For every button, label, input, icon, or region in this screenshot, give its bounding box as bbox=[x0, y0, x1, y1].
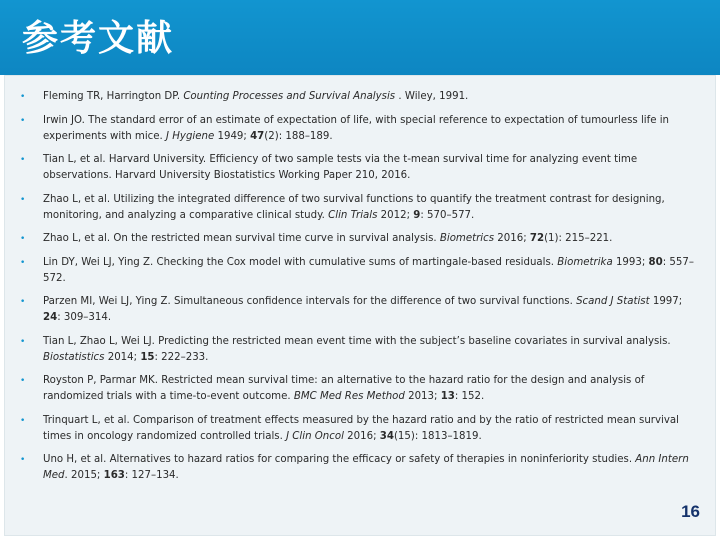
reference-text bbox=[43, 336, 671, 363]
reference-segment: Zhao L, et al. On the restricted mean survival time curve in survival analysis. bbox=[43, 233, 440, 244]
reference-text bbox=[43, 91, 468, 102]
reference-segment: Uno H, et al. Alternatives to hazard ratios for comparing the efficacy or safety of therapies in noninferiority studies. bbox=[43, 454, 636, 465]
journal-name: BMC Med Res Method bbox=[293, 391, 405, 402]
reference-segment: Trinquart L, et al. Comparison of treatment effects measured by the hazard ratio and by the ratio of restricted mean survival times in oncology randomized controlled trials. bbox=[43, 414, 679, 442]
bullet-icon: • bbox=[20, 297, 26, 307]
bullet-icon: • bbox=[20, 115, 26, 126]
reference-segment: : 152. bbox=[454, 391, 485, 402]
reference-text bbox=[43, 375, 644, 402]
bullet-icon: • bbox=[20, 415, 26, 426]
reference-list bbox=[5, 89, 709, 492]
reference-segment: : 570–577. bbox=[420, 209, 475, 221]
reference-text bbox=[43, 257, 694, 284]
journal-name: Biostatistics bbox=[43, 351, 105, 363]
journal-name: Scand J Statist bbox=[576, 296, 650, 307]
volume-number: 9 bbox=[413, 209, 421, 221]
reference-item bbox=[5, 334, 709, 366]
reference-segment: 2016; bbox=[494, 233, 530, 244]
bullet-icon: • bbox=[20, 455, 26, 465]
volume-number: 72 bbox=[529, 233, 545, 244]
reference-segment: Fleming TR, Harrington DP. bbox=[43, 91, 184, 102]
reference-text bbox=[43, 415, 679, 442]
reference-text bbox=[43, 233, 612, 244]
reference-segment: 1993; bbox=[612, 256, 649, 268]
reference-segment: . 2015; bbox=[64, 470, 104, 481]
reference-segment: Parzen MI, Wei LJ, Ying Z. Simultaneous confidence intervals for the difference of two survival functions. bbox=[43, 296, 577, 307]
reference-item bbox=[5, 294, 709, 326]
reference-text bbox=[43, 454, 689, 481]
reference-segment: 1949; bbox=[214, 130, 251, 142]
journal-name: J Hygiene bbox=[166, 130, 215, 142]
volume-number: 47 bbox=[250, 130, 265, 142]
reference-segment: Zhao L, et al. Utilizing the integrated difference of two survival functions to quantify the treatment contrast for designing, monitoring, and analyzing a comparative clinical study. bbox=[43, 193, 665, 221]
reference-segment: 2016; bbox=[343, 430, 380, 442]
reference-item bbox=[5, 192, 709, 224]
reference-segment: : 557–572. bbox=[43, 256, 694, 284]
journal-name: Biometrics bbox=[439, 233, 495, 244]
reference-segment: Tian L, et al. Harvard University. Efficiency of two sample tests via the t-mean survival time for analyzing event time observations. Harvard University Biostatistics Working Paper 210, 2016. bbox=[43, 154, 638, 181]
reference-segment: (15): 1813–1819. bbox=[393, 430, 482, 442]
header-bar bbox=[0, 0, 720, 75]
bullet-icon: • bbox=[20, 155, 26, 165]
volume-number: 163 bbox=[103, 470, 125, 481]
reference-segment: : 127–134. bbox=[124, 470, 179, 481]
journal-name: Biometrika bbox=[557, 256, 613, 268]
journal-name: Counting Processes and Survival Analysis bbox=[183, 91, 396, 102]
reference-segment: Tian L, Zhao L, Wei LJ. Predicting the restricted mean event time with the subject’s baseline covariates in survival analysis. bbox=[43, 335, 671, 347]
reference-text bbox=[43, 194, 665, 221]
volume-number: 24 bbox=[43, 312, 58, 323]
references-panel bbox=[4, 75, 716, 536]
volume-number: 13 bbox=[440, 391, 455, 402]
reference-segment: 2014; bbox=[104, 351, 141, 363]
journal-name: Clin Trials bbox=[328, 209, 378, 221]
bullet-icon: • bbox=[20, 376, 26, 386]
reference-segment: Lin DY, Wei LJ, Ying Z. Checking the Cox model with cumulative sums of martingale-based residuals. bbox=[43, 256, 558, 268]
bullet-icon: • bbox=[20, 234, 26, 244]
journal-name: Ann Intern Med bbox=[43, 454, 689, 481]
volume-number: 80 bbox=[648, 256, 663, 268]
volume-number: 15 bbox=[140, 351, 155, 363]
reference-segment: Irwin JO. The standard error of an estimate of expectation of life, with special reference to expectation of tumourless life in experiments with mice. bbox=[43, 114, 669, 142]
bullet-icon: • bbox=[20, 336, 26, 347]
reference-item bbox=[5, 255, 709, 287]
reference-item bbox=[5, 413, 709, 445]
reference-item bbox=[5, 373, 709, 405]
page-title: 参考文献 bbox=[22, 18, 175, 59]
bullet-icon: • bbox=[20, 92, 26, 102]
reference-segment: : 222–233. bbox=[154, 351, 209, 363]
reference-segment: (2): 188–189. bbox=[264, 130, 333, 142]
reference-text bbox=[43, 115, 669, 142]
reference-item bbox=[5, 152, 709, 184]
reference-item bbox=[5, 113, 709, 145]
reference-segment: . Wiley, 1991. bbox=[395, 91, 469, 102]
reference-segment: (1): 215–221. bbox=[544, 233, 613, 244]
reference-segment: 1997; bbox=[649, 296, 683, 307]
bullet-icon: • bbox=[20, 194, 26, 205]
journal-name: J Clin Oncol bbox=[286, 430, 344, 442]
reference-segment: 2012; bbox=[377, 209, 414, 221]
page-number: 16 bbox=[681, 502, 700, 521]
reference-segment: Royston P, Parmar MK. Restricted mean survival time: an alternative to the hazard ratio for the design and analysis of randomized trials with a time-to-event outcome. bbox=[43, 375, 645, 402]
volume-number: 34 bbox=[379, 430, 394, 442]
reference-item bbox=[5, 452, 709, 484]
reference-item bbox=[5, 89, 709, 105]
bullet-icon: • bbox=[20, 257, 26, 268]
reference-item bbox=[5, 231, 709, 247]
reference-segment: 2013; bbox=[404, 391, 441, 402]
reference-text bbox=[43, 296, 682, 323]
reference-segment: : 309–314. bbox=[57, 312, 112, 323]
reference-text bbox=[43, 154, 637, 181]
